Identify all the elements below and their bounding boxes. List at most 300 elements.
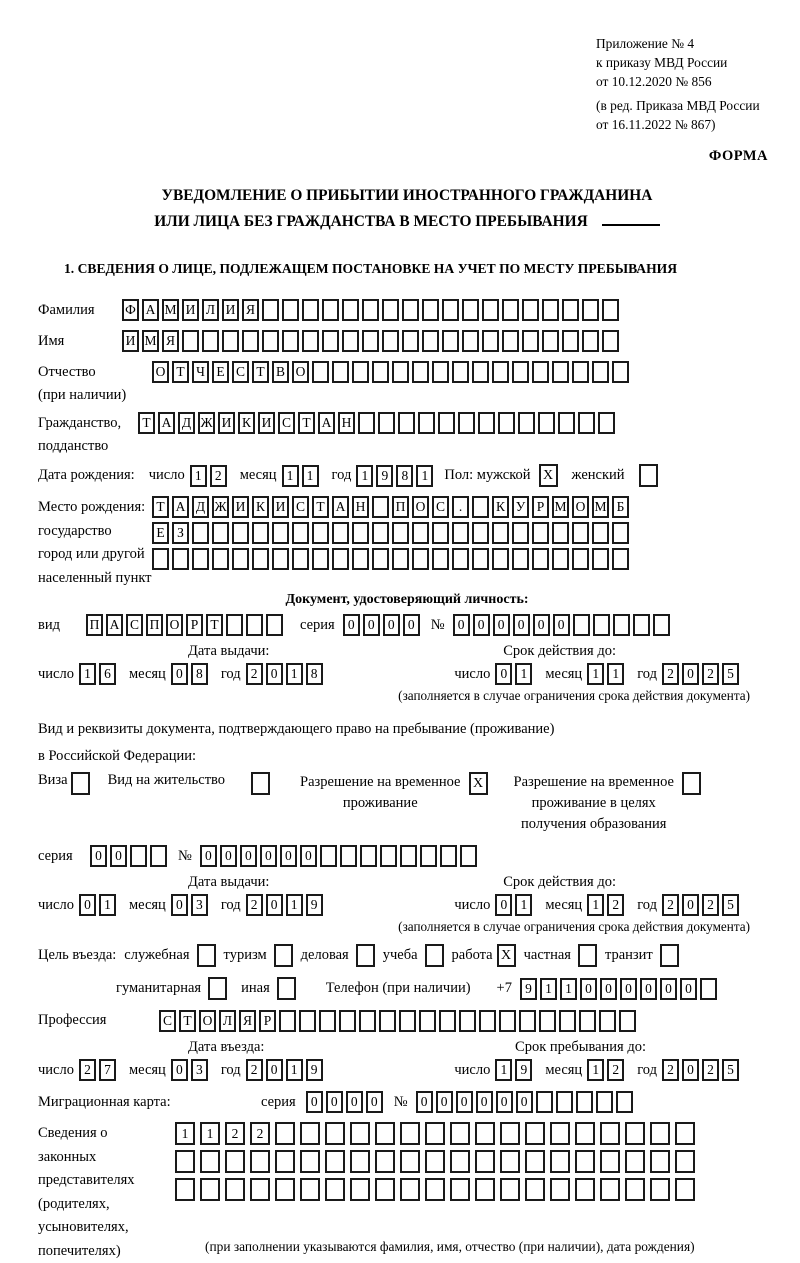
birth-place-cells-1 (152, 496, 632, 518)
char-cell (375, 1122, 395, 1145)
char-cell (575, 1122, 595, 1145)
char-cell (242, 330, 259, 352)
char-cell: И (272, 496, 289, 518)
char-cell: 0 (240, 845, 257, 867)
phone-prefix: +7 (496, 980, 512, 996)
char-cell (275, 1122, 295, 1145)
char-cell (226, 614, 243, 636)
char-cell (320, 845, 337, 867)
char-cell: Ч (192, 361, 209, 383)
char-cell (425, 1178, 445, 1201)
char-cell: 0 (436, 1091, 453, 1113)
char-cell: 0 (682, 663, 699, 685)
char-cell: О (572, 496, 589, 518)
char-cell: 1 (587, 894, 604, 916)
representatives-label: Сведения о законных представителях (родителях, усыновителях, попечителях) (38, 1125, 135, 1259)
entry-purpose-row-2 (116, 977, 776, 1000)
char-cell (499, 1010, 516, 1032)
representatives-row (38, 1122, 776, 1263)
birth-date-row (38, 464, 776, 487)
char-cell: Н (338, 412, 355, 434)
month-label: месяц (545, 1061, 583, 1078)
char-cell (332, 548, 349, 570)
char-cell (372, 548, 389, 570)
char-cell: П (146, 614, 163, 636)
series-label: серия (261, 1093, 296, 1110)
char-cell (498, 412, 515, 434)
char-cell (450, 1178, 470, 1201)
char-cell (675, 1150, 695, 1173)
month-label: месяц (239, 467, 277, 483)
char-cell (625, 1178, 645, 1201)
char-cell: Т (298, 412, 315, 434)
char-cell: 0 (366, 1091, 383, 1113)
char-cell (319, 1010, 336, 1032)
identity-doc-heading: Документ, удостоверяющий личность: (285, 592, 529, 607)
annex-line: к приказу МВД России (596, 55, 728, 70)
char-cell (359, 1010, 376, 1032)
birth-year-cells (356, 465, 436, 487)
doc-type-label: вид (38, 616, 60, 633)
char-cell (402, 330, 419, 352)
char-cell (552, 548, 569, 570)
char-cell (432, 361, 449, 383)
annex-block (596, 34, 776, 134)
document-title (38, 183, 776, 235)
day-label: число (148, 467, 185, 483)
purpose-checkbox (660, 944, 679, 967)
char-cell (475, 1178, 495, 1201)
char-cell: 0 (280, 845, 297, 867)
char-cell (452, 548, 469, 570)
char-cell (375, 1178, 395, 1201)
char-cell (522, 299, 539, 321)
char-cell: 0 (513, 614, 530, 636)
migration-card-label: Миграционная карта: (38, 1093, 171, 1110)
char-cell (475, 1122, 495, 1145)
char-cell: 9 (306, 1059, 323, 1081)
month-label: месяц (545, 896, 583, 913)
char-cell (442, 330, 459, 352)
char-cell: Е (212, 361, 229, 383)
patronymic-sublabel: (при наличии) (38, 387, 127, 403)
char-cell (500, 1122, 520, 1145)
char-cell: 1 (286, 894, 303, 916)
char-cell: 2 (246, 663, 263, 685)
char-cell (602, 330, 619, 352)
char-cell (250, 1178, 270, 1201)
doc-series-label: серия (300, 616, 335, 633)
issue-year-cells (246, 894, 326, 916)
char-cell (500, 1150, 520, 1173)
char-cell: 2 (702, 663, 719, 685)
char-cell: И (232, 496, 249, 518)
char-cell (519, 1010, 536, 1032)
char-cell (675, 1122, 695, 1145)
char-cell (462, 330, 479, 352)
char-cell (599, 1010, 616, 1032)
purpose-option-label: работа (451, 947, 493, 963)
char-cell (192, 522, 209, 544)
patronymic-label: Отчество (при наличии) (38, 361, 152, 407)
valid-until-heading: Срок действия до: (503, 874, 616, 890)
year-label: год (637, 1061, 657, 1078)
char-cell (576, 1091, 593, 1113)
citizenship-cells (138, 412, 618, 434)
month-label: месяц (128, 1061, 166, 1078)
char-cell: 0 (640, 978, 657, 1000)
char-cell: 0 (496, 1091, 513, 1113)
char-cell: 0 (493, 614, 510, 636)
char-cell: И (182, 299, 199, 321)
char-cell: О (199, 1010, 216, 1032)
char-cell (613, 614, 630, 636)
char-cell (650, 1150, 670, 1173)
char-cell (262, 299, 279, 321)
char-cell: Р (259, 1010, 276, 1032)
char-cell (572, 548, 589, 570)
year-label: год (220, 896, 241, 913)
firstname-cells (122, 330, 622, 352)
char-cell: 2 (607, 894, 624, 916)
char-cell (322, 299, 339, 321)
edu-residence-label: Разрешение на временное проживание в целях получения образования (513, 774, 674, 832)
char-cell: 1 (356, 465, 373, 487)
residence-doc-intro: Вид и реквизиты документа, подтверждающего право на пребывание (проживание) в Российской Федерации: (38, 721, 555, 764)
char-cell: 8 (191, 663, 208, 685)
char-cell: 9 (515, 1059, 532, 1081)
annex-line: от 16.11.2022 № 867) (596, 117, 716, 132)
char-cell: С (159, 1010, 176, 1032)
char-cell: 0 (620, 978, 637, 1000)
month-label: месяц (128, 665, 166, 682)
char-cell (375, 1150, 395, 1173)
day-label: число (454, 665, 491, 682)
char-cell (472, 361, 489, 383)
char-cell (358, 412, 375, 434)
char-cell (472, 496, 489, 518)
stay-day-cells (495, 1059, 535, 1081)
char-cell: 9 (306, 894, 323, 916)
issue-year-cells (246, 663, 326, 685)
char-cell: 2 (662, 1059, 679, 1081)
char-cell: 0 (403, 614, 420, 636)
char-cell (420, 845, 437, 867)
char-cell (262, 330, 279, 352)
char-cell (232, 522, 249, 544)
birth-place-cells-2 (152, 522, 632, 544)
phone-label: Телефон (при наличии) (325, 980, 471, 996)
char-cell: Ж (212, 496, 229, 518)
char-cell (512, 522, 529, 544)
char-cell (400, 1122, 420, 1145)
firstname-row (38, 330, 776, 353)
char-cell (372, 522, 389, 544)
day-label: число (454, 896, 491, 913)
char-cell (332, 361, 349, 383)
residence-doc-date-headings (38, 874, 776, 891)
char-cell (352, 361, 369, 383)
char-cell (442, 299, 459, 321)
entry-date-headings (38, 1039, 776, 1056)
char-cell: К (252, 496, 269, 518)
char-cell (550, 1150, 570, 1173)
citizenship-label: Гражданство, подданство (38, 412, 138, 458)
char-cell (362, 330, 379, 352)
char-cell (562, 330, 579, 352)
char-cell: А (158, 412, 175, 434)
char-cell (275, 1178, 295, 1201)
day-label: число (38, 1061, 74, 1078)
char-cell (382, 330, 399, 352)
char-cell: 8 (396, 465, 413, 487)
char-cell (438, 412, 455, 434)
birth-day-cells (190, 465, 230, 487)
year-label: год (220, 665, 241, 682)
char-cell (592, 361, 609, 383)
char-cell: 9 (376, 465, 393, 487)
char-cell (452, 522, 469, 544)
title-line-2: ИЛИ ЛИЦА БЕЗ ГРАЖДАНСТВА В МЕСТО ПРЕБЫВАНИЯ (38, 209, 776, 235)
char-cell: 1 (286, 663, 303, 685)
char-cell: М (162, 299, 179, 321)
profession-row (38, 1009, 776, 1032)
char-cell: 0 (495, 663, 512, 685)
char-cell (472, 548, 489, 570)
char-cell: 1 (416, 465, 433, 487)
char-cell (312, 361, 329, 383)
char-cell (300, 1150, 320, 1173)
visa-checkbox (71, 772, 90, 795)
char-cell (650, 1122, 670, 1145)
birth-month-cells (282, 465, 322, 487)
char-cell (538, 412, 555, 434)
day-label: число (454, 1061, 491, 1078)
entry-dates (38, 1059, 776, 1081)
char-cell (252, 548, 269, 570)
char-cell: З (172, 522, 189, 544)
char-cell: О (166, 614, 183, 636)
doc-type-cells (86, 614, 286, 636)
char-cell: П (86, 614, 103, 636)
char-cell: 2 (662, 663, 679, 685)
char-cell: 0 (453, 614, 470, 636)
char-cell (482, 299, 499, 321)
char-cell (425, 1122, 445, 1145)
char-cell (532, 548, 549, 570)
birth-place-label: Место рождения: государство город или другой населенный пункт (38, 499, 152, 586)
doc-number-cells (453, 614, 673, 636)
purpose-checkbox (578, 944, 597, 967)
char-cell (340, 845, 357, 867)
char-cell (675, 1178, 695, 1201)
char-cell: А (172, 496, 189, 518)
char-cell: И (218, 412, 235, 434)
char-cell (482, 330, 499, 352)
surname-label: Фамилия (38, 302, 95, 318)
char-cell (525, 1122, 545, 1145)
char-cell (412, 522, 429, 544)
char-cell (352, 522, 369, 544)
char-cell: 0 (200, 845, 217, 867)
char-cell: 0 (383, 614, 400, 636)
char-cell (562, 299, 579, 321)
char-cell (302, 330, 319, 352)
char-cell (372, 361, 389, 383)
char-cell (600, 1150, 620, 1173)
valid-year-cells (662, 894, 742, 916)
char-cell: Ж (198, 412, 215, 434)
issue-day-cells (79, 663, 119, 685)
char-cell: Б (612, 496, 629, 518)
temp-residence-label: Разрешение на временное проживание (300, 774, 461, 811)
doc-number-label: № (430, 616, 445, 633)
char-cell (272, 522, 289, 544)
char-cell (250, 1150, 270, 1173)
char-cell: О (292, 361, 309, 383)
char-cell: 0 (456, 1091, 473, 1113)
char-cell: С (232, 361, 249, 383)
char-cell: 0 (346, 1091, 363, 1113)
char-cell: 1 (175, 1122, 195, 1145)
sex-female-checkbox (639, 464, 658, 487)
purpose-checkbox (274, 944, 293, 967)
char-cell: 6 (99, 663, 116, 685)
purpose-option-label: служебная (124, 947, 190, 963)
char-cell (252, 522, 269, 544)
identity-doc-note: (заполняется в случае ограничения срока действия документа) (398, 688, 750, 703)
char-cell (279, 1010, 296, 1032)
issue-date-heading: Дата выдачи: (188, 874, 270, 890)
char-cell (525, 1150, 545, 1173)
char-cell (653, 614, 670, 636)
char-cell: 0 (110, 845, 127, 867)
char-cell: 0 (553, 614, 570, 636)
char-cell (550, 1178, 570, 1201)
char-cell (458, 412, 475, 434)
char-cell (532, 522, 549, 544)
issue-month-cells (171, 663, 211, 685)
char-cell: 9 (520, 978, 537, 1000)
char-cell: С (292, 496, 309, 518)
char-cell (650, 1178, 670, 1201)
valid-day-cells (495, 894, 535, 916)
entry-purpose-label: Цель въезда: (38, 947, 117, 963)
residence-doc-series-row (38, 845, 776, 867)
char-cell: 0 (343, 614, 360, 636)
char-cell: Д (178, 412, 195, 434)
annex-line: от 10.12.2020 № 856 (596, 74, 712, 89)
char-cell (372, 496, 389, 518)
char-cell (575, 1150, 595, 1173)
char-cell (350, 1122, 370, 1145)
profession-cells (159, 1010, 639, 1032)
entry-month-cells (171, 1059, 211, 1081)
char-cell: М (142, 330, 159, 352)
representatives-cells-3 (175, 1178, 700, 1201)
char-cell: Д (192, 496, 209, 518)
char-cell (299, 1010, 316, 1032)
char-cell (332, 522, 349, 544)
purpose-option-label: иная (241, 980, 270, 996)
char-cell (582, 299, 599, 321)
purpose-checkbox (425, 944, 444, 967)
char-cell (592, 522, 609, 544)
char-cell: 0 (476, 1091, 493, 1113)
char-cell: 1 (200, 1122, 220, 1145)
sex-label: Пол: мужской (444, 467, 531, 483)
char-cell (625, 1150, 645, 1173)
char-cell: 1 (99, 894, 116, 916)
temp-residence-checkbox: X (469, 772, 488, 795)
char-cell (325, 1122, 345, 1145)
char-cell: 1 (540, 978, 557, 1000)
char-cell (362, 299, 379, 321)
char-cell (130, 845, 147, 867)
entry-purpose-row-1 (38, 944, 776, 967)
char-cell (572, 361, 589, 383)
annex-line: Приложение № 4 (596, 36, 695, 51)
surname-cells (122, 299, 622, 321)
char-cell: 2 (225, 1122, 245, 1145)
char-cell (152, 548, 169, 570)
section1-heading: 1. СВЕДЕНИЯ О ЛИЦЕ, ПОДЛЕЖАЩЕМ ПОСТАНОВКЕ НА УЧЕТ ПО МЕСТУ ПРЕБЫВАНИЯ (64, 261, 678, 276)
residence-series-cells (90, 845, 170, 867)
year-label: год (637, 665, 657, 682)
char-cell (412, 548, 429, 570)
month-label: месяц (545, 665, 583, 682)
char-cell: И (122, 330, 139, 352)
char-cell: 1 (286, 1059, 303, 1081)
char-cell (532, 361, 549, 383)
year-label: год (331, 467, 352, 483)
char-cell (402, 299, 419, 321)
char-cell: С (126, 614, 143, 636)
char-cell (700, 978, 717, 1000)
identity-doc-row (38, 614, 776, 636)
char-cell (412, 361, 429, 383)
number-label: № (393, 1093, 408, 1110)
residence-doc-dates (38, 894, 776, 916)
char-cell (192, 548, 209, 570)
char-cell: К (238, 412, 255, 434)
char-cell (392, 548, 409, 570)
valid-month-cells (587, 663, 627, 685)
stay-until-heading: Срок пребывания до: (515, 1039, 646, 1055)
char-cell (559, 1010, 576, 1032)
entry-day-cells (79, 1059, 119, 1081)
char-cell (399, 1010, 416, 1032)
char-cell: Я (239, 1010, 256, 1032)
visa-label: Виза (38, 772, 68, 788)
char-cell (400, 1178, 420, 1201)
char-cell (360, 845, 377, 867)
char-cell: 2 (246, 1059, 263, 1081)
char-cell: А (106, 614, 123, 636)
char-cell (512, 548, 529, 570)
valid-until-heading: Срок действия до: (503, 643, 616, 659)
char-cell (325, 1150, 345, 1173)
char-cell (525, 1178, 545, 1201)
char-cell: 1 (495, 1059, 512, 1081)
day-label: число (38, 896, 74, 913)
char-cell: 1 (587, 663, 604, 685)
valid-day-cells (495, 663, 535, 685)
char-cell: 0 (300, 845, 317, 867)
valid-month-cells (587, 894, 627, 916)
residence-doc-note: (заполняется в случае ограничения срока действия документа) (398, 919, 750, 934)
char-cell: 1 (190, 465, 207, 487)
